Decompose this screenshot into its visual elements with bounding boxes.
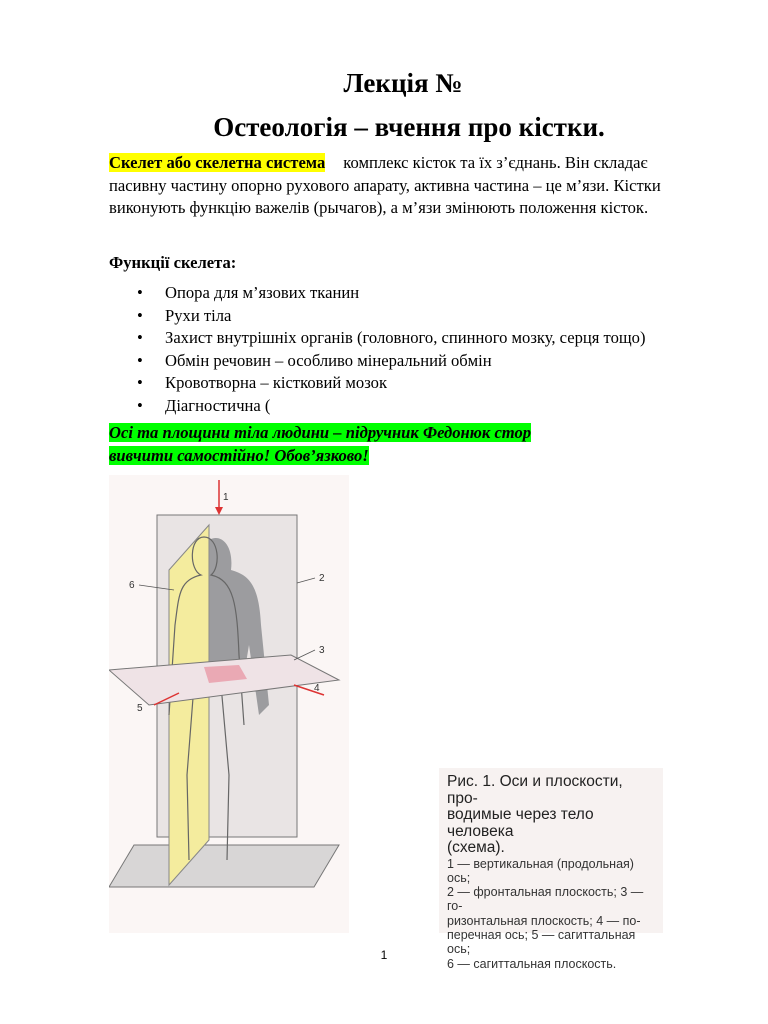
page-number: 1 [380, 948, 388, 962]
anatomy-illustration [109, 475, 349, 933]
highlighted-term: Скелет або скелетна система [109, 153, 326, 172]
bullet-icon: • [137, 373, 143, 393]
lecture-subtitle: Остеологія – вчення про кістки. [213, 112, 605, 142]
bullet-icon: • [137, 395, 143, 415]
figure-label-4: 4 [314, 683, 320, 694]
intro-paragraph [109, 152, 709, 220]
note-line-1: Осі та площини тіла людини – підручник Федонюк стор [109, 423, 532, 442]
bullet-icon: • [137, 283, 143, 302]
figure-label-5: 5 [137, 703, 143, 714]
document-page: Лекція № Остеологія – вчення про кістки. Скелет або скелетна система комплекс кісток та їх з’єднань. Він складає пасивну частину опорно рухового апарату, активна частина – це м’язи. Кістки виконують функцію важелів (рычагов), а м’язи змінюють положення кісток. Функції скелета: • Опора для м’язових тканин • Рухи тіла • Захист внутрішніх органів (головного, спинного мозку, серця тощо) • Обмін речовин – особливо мінеральний обмін • Кровотворна – кістковий мозок • Діагностична ( Осі та площини тіла людини – підручник Федонюк стор вивчити самостійно! Обов’язково! 1 2 3 4 5 6 Рис. 1. Оси и плоскости, про- водимые через тело человека (схема). 1 — вертикальная (продольная) ось; 2 — фронтальная плоскость; 3 — го- ризонтальная плоскость; 4 — по- перечная ось; 5 — сагиттальная ось; 6 — сагиттальная плоскость. 1 [0, 0, 768, 1024]
figure-label-1: 1 [223, 492, 229, 503]
bullet-icon: • [137, 305, 143, 325]
figure-label-3: 3 [319, 645, 325, 656]
bullet-icon: • [137, 328, 143, 348]
figure-caption: Рис. 1. Оси и плоскости, про- водимые через тело человека (схема). 1 — вертикальная (продольная) ось; 2 — фронтальная плоскость; 3 — го- ризонтальная плоскость; 4 — по- перечная ось; 5 — сагиттальная ось; 6 — сагиттальная плоскость. [439, 768, 663, 933]
homework-note [109, 422, 709, 467]
figure-label-2: 2 [319, 573, 325, 584]
note-line-2: вивчити самостійно! Обов’язково! [109, 445, 369, 465]
functions-heading: Функції скелета: [109, 253, 237, 272]
bullet-icon: • [137, 350, 143, 370]
figure-label-6: 6 [129, 580, 135, 591]
lecture-title: Лекція № [343, 68, 463, 98]
body-planes-figure [109, 475, 661, 971]
intro-text: комплекс кісток та їх з’єднань. Він складає пасивну частину опорно рухового апарату, активна частина – це м’язи. Кістки виконують функцію важелів (рычагов), а м’язи змінюють положення кісток. [109, 153, 661, 217]
